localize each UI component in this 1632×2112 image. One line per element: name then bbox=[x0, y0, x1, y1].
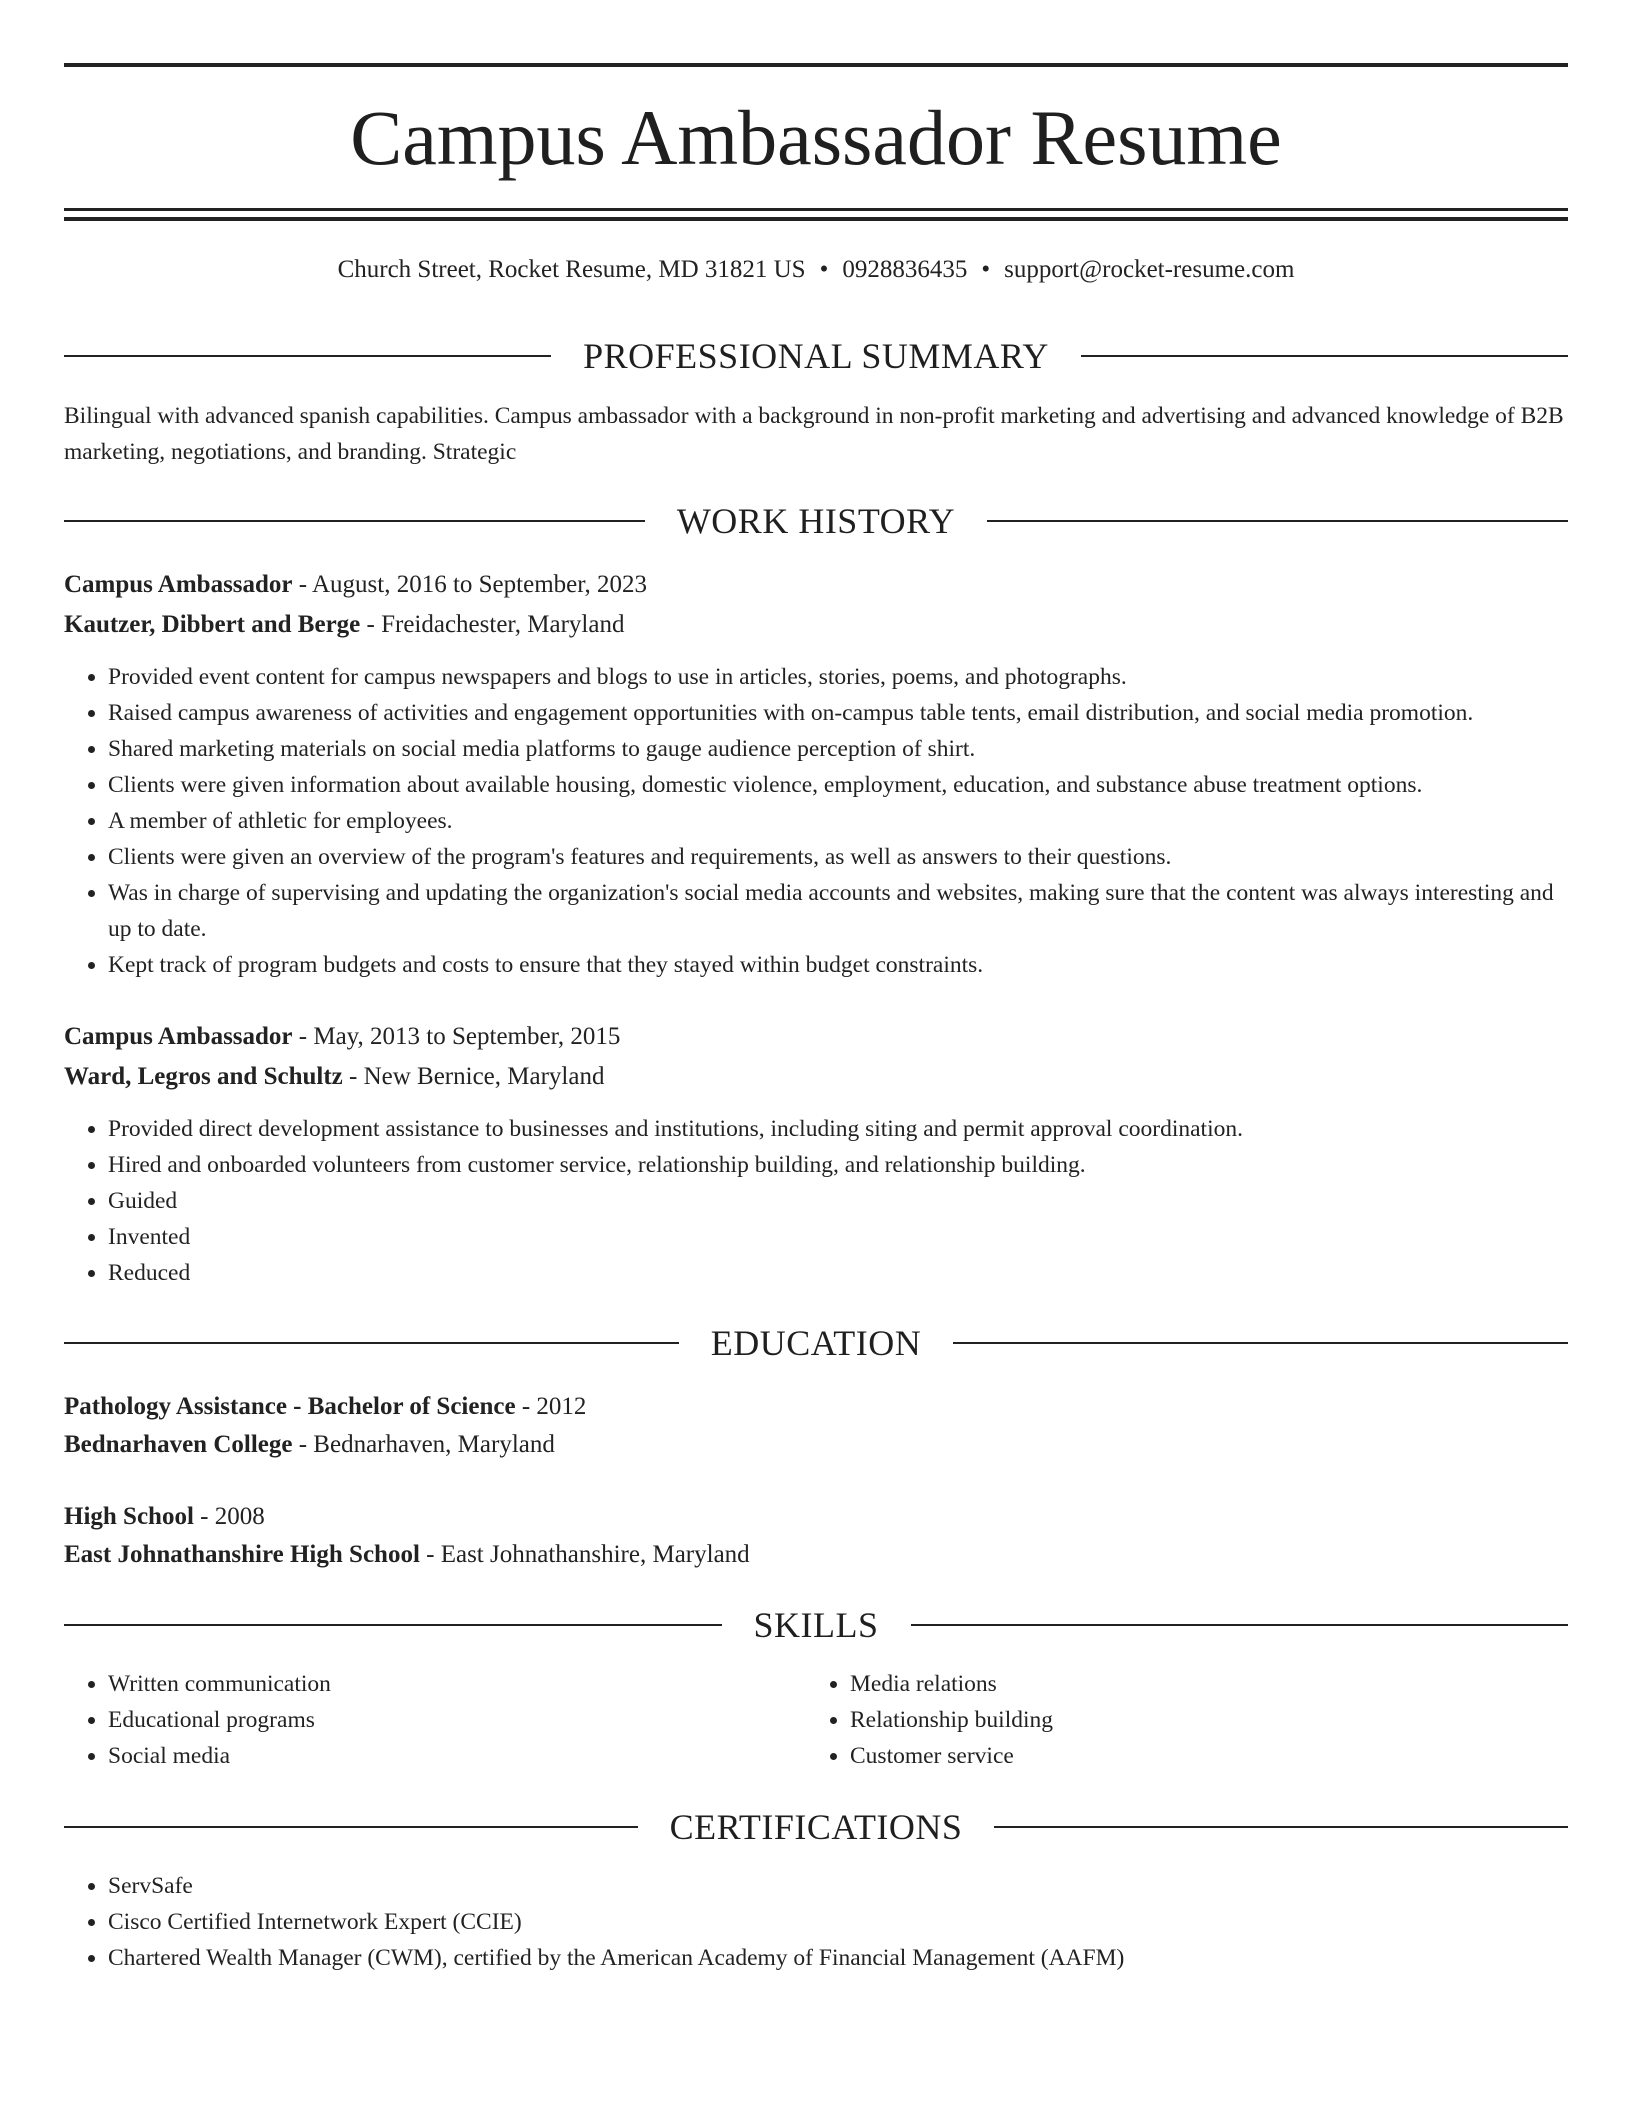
section-heading-certifications bbox=[64, 1805, 1568, 1849]
education-degree-line bbox=[64, 1497, 1568, 1537]
heading-rule-left bbox=[64, 520, 645, 522]
heading-rule-left bbox=[64, 355, 551, 357]
certification-item: • Cisco Certified Internetwork Expert (CCIE) bbox=[108, 1904, 1568, 1940]
heading-rule-left bbox=[64, 1342, 679, 1344]
skill-item: • Media relations bbox=[850, 1666, 1550, 1702]
job-title-line bbox=[64, 1017, 1568, 1057]
education-degree: High School bbox=[64, 1503, 194, 1530]
contact-separator: • bbox=[981, 256, 991, 283]
job-bullet: • A member of athletic for employees. bbox=[108, 803, 1568, 839]
contact-address: Church Street, Rocket Resume, MD 31821 US bbox=[337, 256, 806, 283]
job-dates: - May, 2013 to September, 2015 bbox=[292, 1023, 621, 1050]
skill-item: • Customer service bbox=[850, 1738, 1550, 1774]
skills-list-left bbox=[64, 1666, 808, 1774]
skill-item: • Social media bbox=[108, 1738, 808, 1774]
education-school-line bbox=[64, 1425, 1568, 1465]
job-location: - Freidachester, Maryland bbox=[360, 611, 625, 638]
heading-rule-right bbox=[1081, 355, 1568, 357]
skill-item: • Relationship building bbox=[850, 1702, 1550, 1738]
education-school: Bednarhaven College bbox=[64, 1431, 293, 1458]
education-school: East Johnathanshire High School bbox=[64, 1541, 420, 1568]
contact-phone: 0928836435 bbox=[842, 256, 968, 283]
education-degree-line bbox=[64, 1387, 1568, 1427]
title-double-rule bbox=[64, 208, 1568, 221]
job-bullet: • Guided bbox=[108, 1183, 1568, 1219]
skill-item: • Written communication bbox=[108, 1666, 808, 1702]
job-bullet: • Clients were given information about available housing, domestic violence, employment, education, and substance abuse treatment options. bbox=[108, 767, 1568, 803]
contact-line bbox=[64, 252, 1568, 288]
heading-rule-right bbox=[911, 1624, 1569, 1626]
skills-list-right bbox=[806, 1666, 1550, 1774]
job-bullet: • Provided direct development assistance to businesses and institutions, including siting and permit approval coordination. bbox=[108, 1111, 1568, 1147]
section-heading-label: PROFESSIONAL SUMMARY bbox=[583, 336, 1049, 376]
heading-rule-right bbox=[994, 1826, 1568, 1828]
education-degree: Pathology Assistance - Bachelor of Science bbox=[64, 1393, 516, 1420]
job-bullet: • Reduced bbox=[108, 1255, 1568, 1291]
contact-email: support@rocket-resume.com bbox=[1004, 256, 1295, 283]
job-bullet: • Hired and onboarded volunteers from customer service, relationship building, and relationship building. bbox=[108, 1147, 1568, 1183]
job-company: Ward, Legros and Schultz bbox=[64, 1063, 343, 1090]
job-title: Campus Ambassador bbox=[64, 1023, 293, 1050]
section-heading-label: EDUCATION bbox=[710, 1323, 922, 1363]
resume-title: Campus Ambassador Resume bbox=[350, 94, 1282, 181]
job-dates: - August, 2016 to September, 2023 bbox=[292, 571, 648, 598]
top-rule bbox=[64, 63, 1568, 67]
summary-text: Bilingual with advanced spanish capabilities. Campus ambassador with a background in non-profit marketing and advertising and advanced knowledge of B2B marketing, negotiations, and branding. Strategic bbox=[64, 403, 1564, 465]
job-company: Kautzer, Dibbert and Berge bbox=[64, 611, 361, 638]
section-heading-skills bbox=[64, 1603, 1568, 1647]
section-heading-work bbox=[64, 499, 1568, 543]
education-year: - 2008 bbox=[193, 1503, 265, 1530]
section-heading-label: WORK HISTORY bbox=[676, 501, 956, 541]
job-bullets bbox=[64, 1111, 1568, 1291]
job-company-line bbox=[64, 1057, 1568, 1097]
job-bullet: • Provided event content for campus newspapers and blogs to use in articles, stories, poems, and photographs. bbox=[108, 659, 1568, 695]
heading-rule-left bbox=[64, 1624, 722, 1626]
certification-item: • Chartered Wealth Manager (CWM), certified by the American Academy of Financial Management (AAFM) bbox=[108, 1940, 1568, 1976]
education-location: - East Johnathanshire, Maryland bbox=[419, 1541, 750, 1568]
job-location: - New Bernice, Maryland bbox=[342, 1063, 605, 1090]
heading-rule-right bbox=[953, 1342, 1568, 1344]
education-school-line bbox=[64, 1535, 1568, 1575]
certification-item: • ServSafe bbox=[108, 1868, 1568, 1904]
job-bullet: • Shared marketing materials on social media platforms to gauge audience perception of shirt. bbox=[108, 731, 1568, 767]
heading-rule-right bbox=[987, 520, 1568, 522]
job-company-line bbox=[64, 605, 1568, 645]
contact-separator: • bbox=[819, 256, 829, 283]
job-title: Campus Ambassador bbox=[64, 571, 293, 598]
job-bullet: • Invented bbox=[108, 1219, 1568, 1255]
section-heading-summary bbox=[64, 334, 1568, 378]
section-heading-label: CERTIFICATIONS bbox=[669, 1807, 963, 1847]
job-bullet: • Was in charge of supervising and updating the organization's social media accounts and websites, making sure that the content was always interesting and up to date. bbox=[108, 875, 1568, 947]
job-title-line bbox=[64, 565, 1568, 605]
job-bullet: • Kept track of program budgets and costs to ensure that they stayed within budget constraints. bbox=[108, 947, 1568, 983]
section-heading-education bbox=[64, 1321, 1568, 1365]
education-year: - 2012 bbox=[515, 1393, 587, 1420]
job-bullets bbox=[64, 659, 1568, 983]
heading-rule-left bbox=[64, 1826, 638, 1828]
job-bullet: • Clients were given an overview of the program's features and requirements, as well as answers to their questions. bbox=[108, 839, 1568, 875]
certifications-list bbox=[64, 1868, 1568, 1976]
skill-item: • Educational programs bbox=[108, 1702, 808, 1738]
section-heading-label: SKILLS bbox=[753, 1605, 879, 1645]
education-location: - Bednarhaven, Maryland bbox=[292, 1431, 555, 1458]
job-bullet: • Raised campus awareness of activities and engagement opportunities with on-campus table tents, email distribution, and social media promotion. bbox=[108, 695, 1568, 731]
